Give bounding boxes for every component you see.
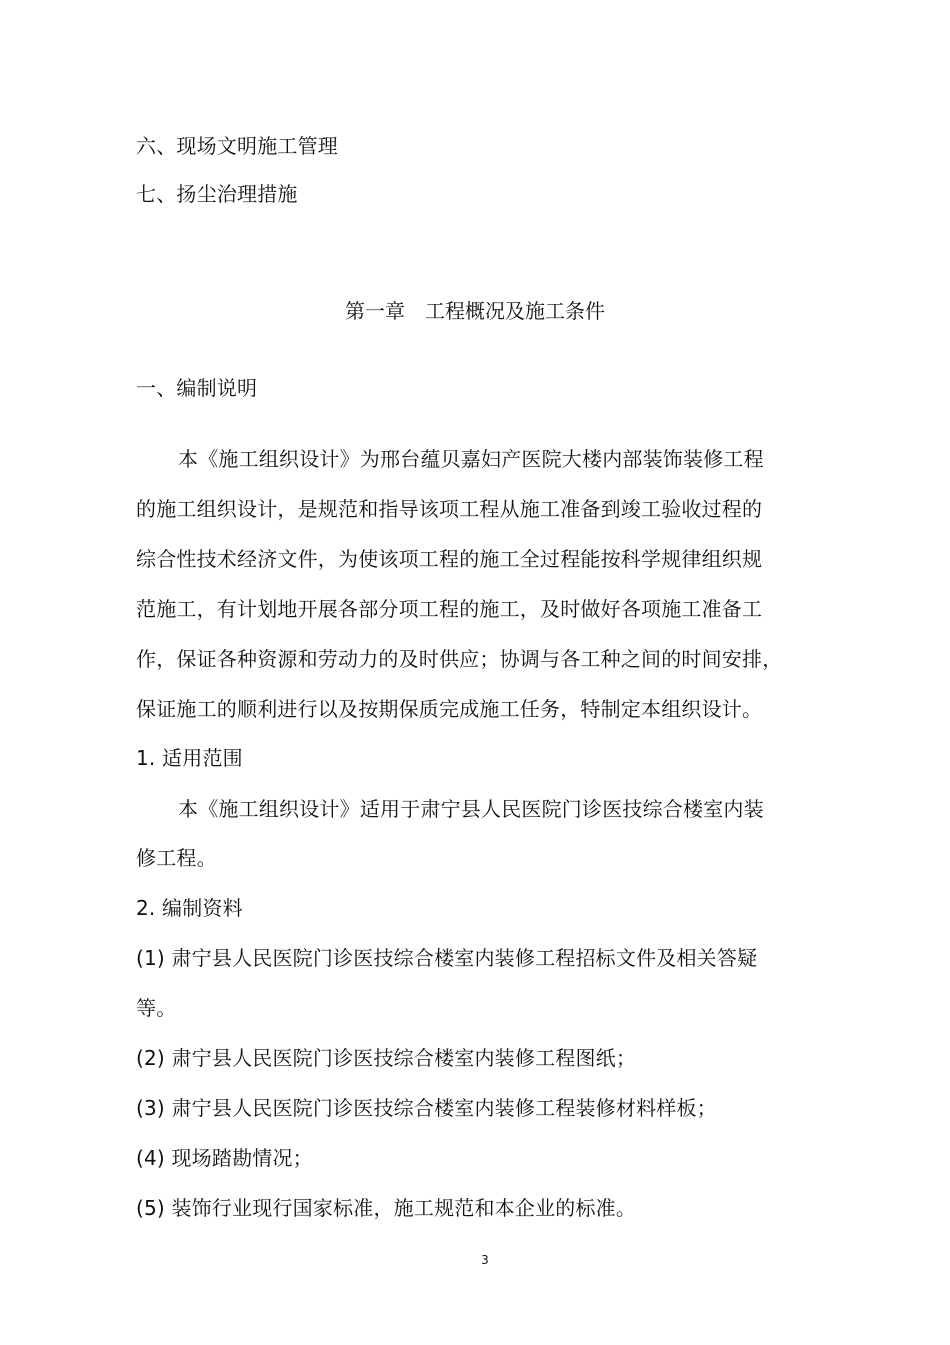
paragraph-line: 的施工组织设计，是规范和指导该项工程从施工准备到竣工验收过程的 [136,497,763,521]
list-item: (2) 肃宁县人民医院门诊医技综合楼室内装修工程图纸； [136,1046,637,1070]
list-item: 等。 [136,996,177,1020]
toc-item-7: 七、扬尘治理措施 [136,182,298,206]
section-heading: 一、编制说明 [136,376,258,400]
chapter-heading [0,299,950,323]
paragraph-line: 本《施工组织设计》为邢台蕴贝嘉妇产医院大楼内部装饰装修工程 [178,447,764,471]
list-item: (5) 装饰行业现行国家标准，施工规范和本企业的标准。 [136,1196,637,1220]
toc-item-6: 六、现场文明施工管理 [136,134,338,158]
paragraph-line: 保证施工的顺利进行以及按期保质完成施工任务，特制定本组织设计。 [136,697,763,721]
list-item: (1) 肃宁县人民医院门诊医技综合楼室内装修工程招标文件及相关答疑 [136,946,758,970]
list-item: (4) 现场踏勘情况； [136,1146,313,1170]
subsection-heading-materials: 2. 编制资料 [136,896,243,920]
page-number: 3 [481,1253,489,1267]
scope-line: 本《施工组织设计》适用于肃宁县人民医院门诊医技综合楼室内装 [178,797,764,821]
paragraph-line: 作，保证各种资源和劳动力的及时供应；协调与各工种之间的时间安排， [136,647,783,671]
paragraph-line: 范施工，有计划地开展各部分项工程的施工，及时做好各项施工准备工 [136,597,763,621]
paragraph-line: 综合性技术经济文件，为使该项工程的施工全过程能按科学规律组织规 [136,547,763,571]
list-item: (3) 肃宁县人民医院门诊医技综合楼室内装修工程装修材料样板； [136,1096,717,1120]
chapter-number: 第一章 [345,299,405,323]
chapter-title: 工程概况及施工条件 [425,299,605,323]
subsection-heading-scope: 1. 适用范围 [136,746,243,770]
scope-line: 修工程。 [136,846,217,870]
